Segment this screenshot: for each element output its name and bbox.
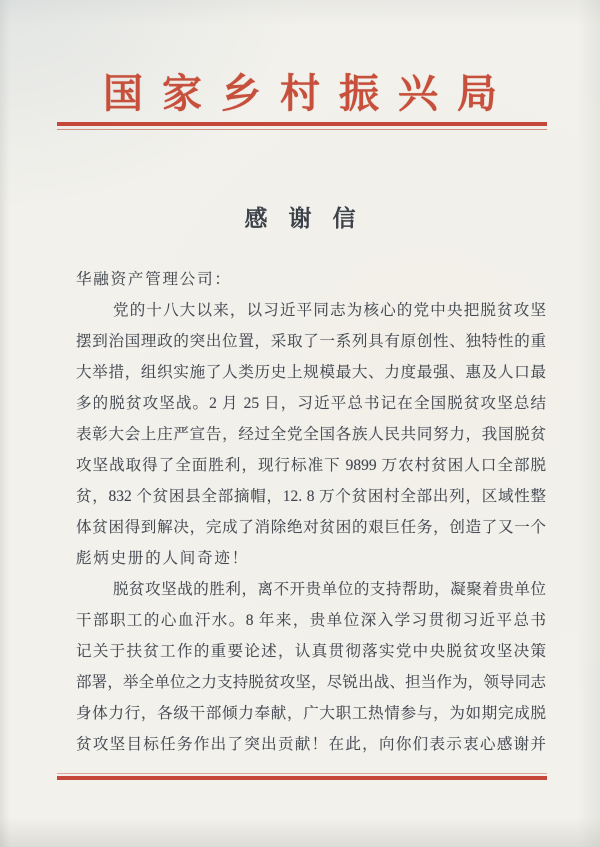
footer-rule-thick (57, 776, 547, 780)
salutation: 华融资产管理公司： (76, 271, 232, 288)
letter-title: 感谢信 (244, 206, 377, 231)
paragraphs-container (76, 295, 546, 760)
body-line: 脱贫攻坚战的胜利，离不开贵单位的支持帮助，凝聚着贵单位 (113, 581, 546, 598)
body-line: 大举措，组织实施了人类历史上规模最大、力度最强、惠及人口最 (76, 364, 546, 381)
body-line: 摆到治国理政的突出位置，采取了一系列具有原创性、独特性的重 (76, 333, 546, 350)
body-line: 党的十八大以来，以习近平同志为核心的党中央把脱贫攻坚 (113, 302, 546, 319)
body-line: 部署，举全单位之力支持脱贫攻坚，尽锐出战、担当作为，领导同志 (76, 674, 546, 691)
body-line: 体贫困得到解决，完成了消除绝对贫困的艰巨任务，创造了又一个 (76, 519, 546, 536)
letter-body (76, 264, 546, 760)
body-line: 攻坚战取得了全面胜利，现行标准下 9899 万农村贫困人口全部脱 (76, 457, 546, 474)
body-line: 干部职工的心血汗水。8 年来，贵单位深入学习贯彻习近平总书 (76, 612, 546, 629)
body-line: 彪炳史册的人间奇迹！ (76, 550, 250, 567)
body-line: 贫，832 个贫困县全部摘帽，12. 8 万个贫困村全部出列，区域性整 (76, 488, 546, 505)
body-line: 记关于扶贫工作的重要论述，认真贯彻落实党中央脱贫攻坚决策 (76, 643, 546, 660)
body-line: 表彰大会上庄严宣告，经过全党全国各族人民共同努力，我国脱贫 (76, 426, 546, 443)
body-line: 身体力行，各级干部倾力奉献，广大职工热情参与，为如期完成脱 (76, 705, 546, 722)
body-line: 贫攻坚目标任务作出了突出贡献！在此，向你们表示衷心感谢并 (76, 736, 546, 753)
body-line: 多的脱贫攻坚战。2 月 25 日，习近平总书记在全国脱贫攻坚总结 (76, 395, 546, 412)
header-rule-thin (57, 129, 547, 130)
footer-rule-thin (57, 773, 547, 774)
header-rule-thick (57, 122, 547, 126)
agency-name: 国家乡村振兴局 (103, 71, 516, 116)
